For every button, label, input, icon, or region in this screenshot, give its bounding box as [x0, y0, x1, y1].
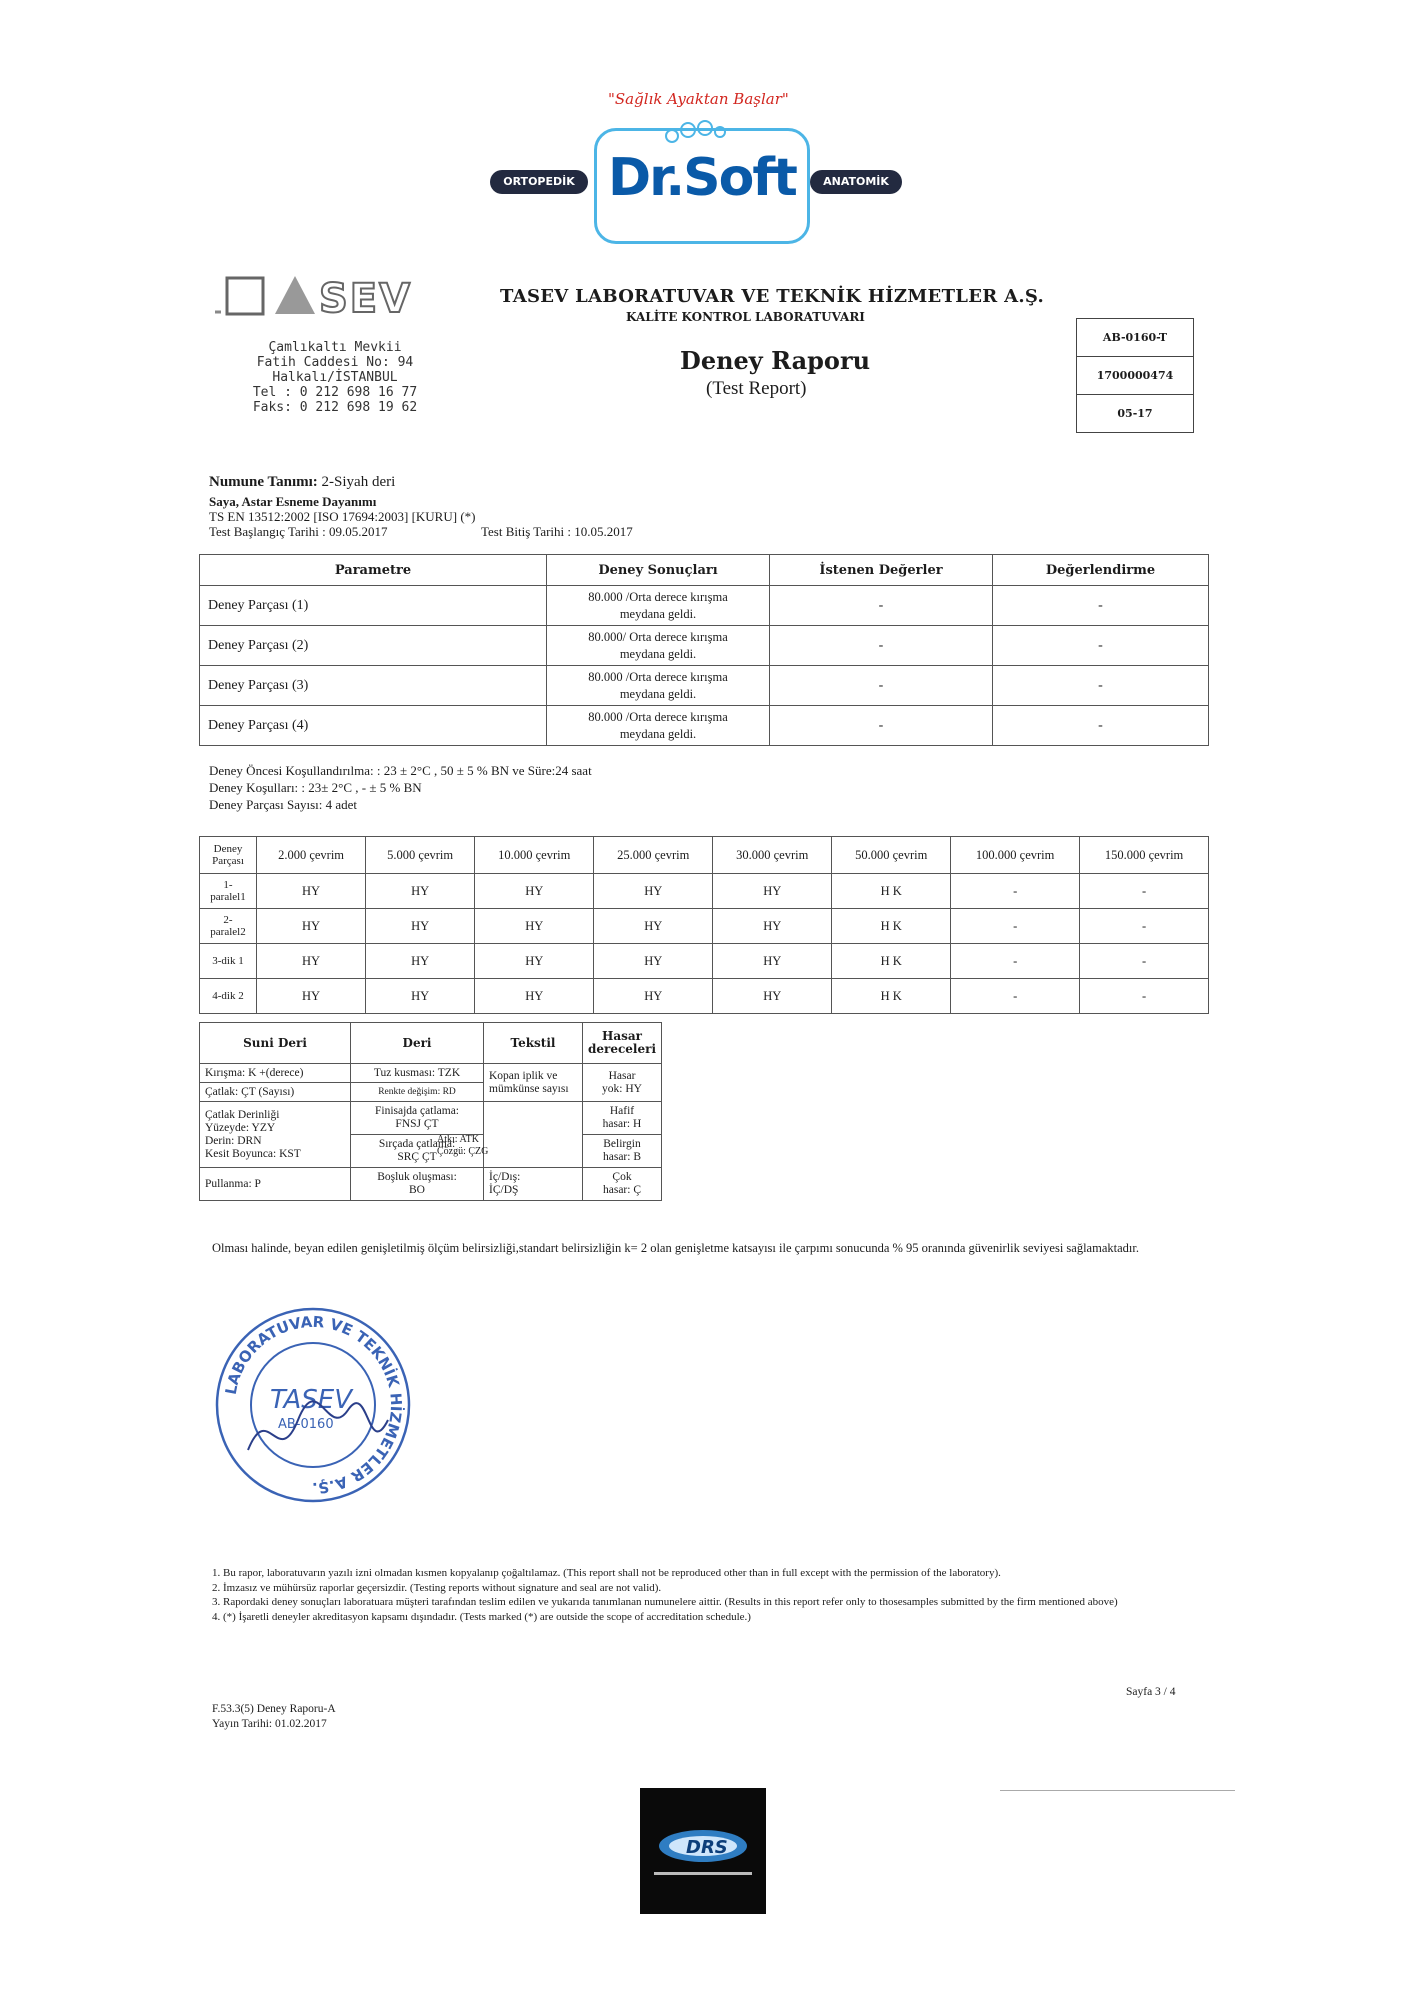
report-title-english: (Test Report) — [706, 378, 807, 399]
cycle-cell: HY — [594, 944, 713, 979]
legend-cell — [351, 1168, 484, 1201]
test-conditions — [209, 762, 592, 813]
cycle-cell: H K — [832, 979, 951, 1014]
param-cell: Deney Parçası (3) — [200, 666, 547, 706]
cycle-cell: HY — [713, 944, 832, 979]
cycle-cell: - — [951, 944, 1080, 979]
column-header: Hasar dereceleri — [583, 1023, 662, 1064]
drs-emblem-icon — [640, 1788, 766, 1914]
divider — [1000, 1790, 1235, 1791]
footnote: 3. Rapordaki deney sonuçları laboratuara müşteri tarafından teslim edilen ve yukarıda tanımlanan numunelere aittir. (Results in this report refer only to thosesamples submitted by the firm mentioned above) — [212, 1596, 1118, 1608]
param-cell: Deney Parçası (2) — [200, 626, 547, 666]
test-name: Saya, Astar Esneme Dayanımı — [209, 494, 377, 509]
legend-line: Kesit Boyunca: KST — [205, 1147, 301, 1160]
legend-line: Yüzeyde: YZY — [205, 1121, 276, 1134]
cycle-header: 25.000 çevrim — [594, 837, 713, 874]
lab-address — [245, 340, 425, 415]
evaluation-cell: - — [993, 666, 1209, 706]
svg-text:SEV: SEV — [319, 276, 413, 320]
legend-line: Finisajda çatlama: — [375, 1105, 459, 1117]
phone-line: Tel : 0 212 698 16 77 — [252, 385, 418, 400]
cycle-cell: H K — [832, 874, 951, 909]
address-line: Fatih Caddesi No: 94 — [256, 355, 414, 370]
legend-cell: Renkte değişim: RD — [351, 1083, 484, 1102]
cycle-cell: HY — [257, 979, 366, 1014]
table-row — [200, 1102, 662, 1135]
cycle-cell: HY — [475, 979, 594, 1014]
stamp-code: AB-0160 — [278, 1417, 334, 1432]
fax-line: Faks: 0 212 698 19 62 — [252, 400, 418, 415]
report-date-code: 05-17 — [1117, 407, 1153, 420]
anatomik-tag: ANATOMİK — [810, 170, 902, 194]
result-line: 80.000/ Orta derece kırışma — [588, 629, 728, 644]
cycle-cell: - — [1080, 944, 1209, 979]
cycle-cell: - — [1080, 909, 1209, 944]
cycle-cell: H K — [832, 909, 951, 944]
test-standard: TS EN 13512:2002 [ISO 17694:2003] [KURU] (*) — [209, 509, 476, 524]
cycle-cell: HY — [713, 909, 832, 944]
form-code: F.53.3(5) Deney Raporu-A — [212, 1703, 336, 1715]
legend-line: Çok — [612, 1171, 632, 1183]
toe-bubbles-icon — [660, 118, 740, 144]
sample-label: Numune Tanımı: — [209, 474, 318, 490]
stamp-center-text: TASEV — [270, 1385, 352, 1415]
legend-line: Sırçada çatlama: — [378, 1138, 456, 1150]
specimen-line: 1- — [223, 879, 233, 891]
cycle-header: 2.000 çevrim — [257, 837, 366, 874]
specimen-line: paralel2 — [210, 926, 246, 938]
table-row — [200, 586, 1209, 626]
result-line: 80.000 /Orta derece kırışma — [588, 669, 728, 684]
table-row — [200, 666, 1209, 706]
specimen-cell — [200, 909, 257, 944]
legend-cell — [200, 1102, 351, 1168]
cycle-cell: HY — [475, 909, 594, 944]
cycle-cell: HY — [366, 874, 475, 909]
table-row — [200, 626, 1209, 666]
result-cell — [547, 706, 770, 746]
legend-line: Çatlak Derinliği — [205, 1108, 280, 1121]
legend-cell — [484, 1102, 583, 1168]
footnotes — [212, 1566, 1202, 1624]
test-end-date: Test Bitiş Tarihi : 10.05.2017 — [481, 524, 633, 539]
cycle-cell: HY — [366, 909, 475, 944]
result-line: 80.000 /Orta derece kırışma — [588, 589, 728, 604]
ortopedik-tag: ORTOPEDİK — [490, 170, 588, 194]
cycles-table — [199, 836, 1209, 1014]
sample-value: 2-Siyah deri — [317, 474, 396, 490]
required-cell: - — [770, 586, 993, 626]
legend-line: Atkı: ATK — [437, 1134, 479, 1145]
result-cell — [547, 586, 770, 626]
sample-description — [209, 474, 395, 491]
cycle-header: 50.000 çevrim — [832, 837, 951, 874]
result-line: meydana geldi. — [619, 726, 697, 741]
cycle-cell: HY — [594, 979, 713, 1014]
legend-line: Hasar — [608, 1069, 636, 1082]
cycle-header: 100.000 çevrim — [951, 837, 1080, 874]
param-cell: Deney Parçası (4) — [200, 706, 547, 746]
legend-cell — [583, 1168, 662, 1201]
specimen-cell: 3-dik 1 — [200, 944, 257, 979]
legend-line: hasar: Ç — [602, 1184, 641, 1196]
cycle-cell: - — [951, 909, 1080, 944]
lab-seal-stamp — [208, 1300, 418, 1510]
column-header: Suni Deri — [200, 1023, 351, 1064]
specimen-count-line: Deney Parçası Sayısı: 4 adet — [209, 797, 358, 812]
header-line: Deney — [213, 843, 243, 855]
table-row — [200, 1064, 662, 1083]
param-cell: Deney Parçası (1) — [200, 586, 547, 626]
specimen-cell: 4-dik 2 — [200, 979, 257, 1014]
column-header: Deney Sonuçları — [547, 555, 770, 586]
cycle-cell: HY — [594, 909, 713, 944]
column-header: Tekstil — [484, 1023, 583, 1064]
footnote: 4. (*) İşaretli deneyler akreditasyon kapsamı dışındadır. (Tests marked (*) are outside the scope of accreditation schedule.) — [212, 1610, 751, 1623]
cycle-cell: - — [1080, 874, 1209, 909]
specimen-line: paralel1 — [210, 891, 246, 903]
result-line: meydana geldi. — [619, 606, 697, 621]
legend-line: Boşluk oluşması: — [377, 1171, 457, 1183]
legend-cell: Kırışma: K +(derece) — [200, 1064, 351, 1083]
column-header: Değerlendirme — [993, 555, 1209, 586]
cycle-cell: HY — [257, 874, 366, 909]
legend-cell: Çatlak: ÇT (Sayısı) — [200, 1083, 351, 1102]
column-header: İstenen Değerler — [770, 555, 993, 586]
evaluation-cell: - — [993, 626, 1209, 666]
legend-cell — [583, 1135, 662, 1168]
legend-line: İÇ/DŞ — [489, 1184, 519, 1196]
legend-cell — [351, 1102, 484, 1135]
results-table — [199, 554, 1209, 746]
cycle-cell: HY — [257, 944, 366, 979]
legend-line: yok: HY — [602, 1082, 642, 1095]
form-info — [212, 1702, 336, 1732]
required-cell: - — [770, 706, 993, 746]
specimen-line: 2- — [223, 914, 233, 926]
evaluation-cell: - — [993, 586, 1209, 626]
result-line: meydana geldi. — [619, 646, 697, 661]
uncertainty-note: Olması halinde, beyan edilen genişletilmiş ölçüm belirsizliği,standart belirsizliğin k= 2 olan genişletme katsayısı ile çarpımı sonucunda % 95 oranında güvenirlik seviyesi sağlamaktadır. — [212, 1241, 1139, 1255]
legend-cell: Tuz kusması: TZK — [351, 1064, 484, 1083]
cycle-cell: HY — [475, 874, 594, 909]
tasev-logo — [215, 272, 455, 320]
legend-line: BO — [409, 1184, 425, 1196]
brand-tagline: "Sağlık Ayaktan Başlar" — [608, 90, 789, 108]
cycle-header: 10.000 çevrim — [475, 837, 594, 874]
legend-line: FNSJ ÇT — [395, 1118, 439, 1130]
company-subtitle: KALİTE KONTROL LABORATUVARI — [626, 310, 865, 324]
header-line: Parçası — [212, 855, 244, 867]
company-name: TASEV LABORATUVAR VE TEKNİK HİZMETLER A.Ş. — [500, 286, 1045, 307]
accreditation-code: AB-0160-T — [1077, 319, 1193, 357]
legend-cell: Kopan iplik ve mümkünse sayısı — [484, 1064, 583, 1102]
required-cell: - — [770, 626, 993, 666]
table-row — [200, 979, 1209, 1014]
test-start-date: Test Başlangıç Tarihi : 09.05.2017 — [209, 524, 388, 539]
result-line: meydana geldi. — [619, 686, 697, 701]
cycle-cell: HY — [366, 944, 475, 979]
cycle-cell: HY — [713, 874, 832, 909]
address-line: Çamlıkaltı Mevkii — [268, 340, 402, 355]
legend-line: İç/Dış: — [489, 1171, 521, 1183]
cycle-cell: - — [951, 874, 1080, 909]
cycle-header: 150.000 çevrim — [1080, 837, 1209, 874]
report-title: Deney Raporu — [680, 346, 871, 375]
damage-legend-table — [199, 1022, 662, 1201]
cycle-cell: HY — [594, 874, 713, 909]
cycle-cell: HY — [713, 979, 832, 1014]
legend-cell — [583, 1064, 662, 1102]
cycle-cell: HY — [257, 909, 366, 944]
specimen-cell — [200, 874, 257, 909]
brand-name: Dr.Soft — [608, 148, 796, 208]
legend-line: Derin: DRN — [205, 1134, 262, 1147]
legend-line: Çözgü: ÇZG — [437, 1146, 489, 1157]
evaluation-cell: - — [993, 706, 1209, 746]
required-cell: - — [770, 666, 993, 706]
cycle-header: 30.000 çevrim — [713, 837, 832, 874]
publish-date: Yayın Tarihi: 01.02.2017 — [212, 1718, 327, 1730]
preconditioning-line: Deney Öncesi Koşullandırılma: : 23 ± 2°C , 50 ± 5 % BN ve Süre:24 saat — [209, 763, 592, 778]
report-number: 1700000474 — [1077, 357, 1193, 395]
drs-logo — [640, 1788, 766, 1914]
column-header: Parametre — [200, 555, 547, 586]
column-header: Deri — [351, 1023, 484, 1064]
address-line: Halkalı/İSTANBUL — [272, 370, 398, 385]
specimen-header — [200, 837, 257, 874]
footnote: 1. Bu rapor, laboratuvarın yazılı izni olmadan kısmen kopyalanıp çoğaltılamaz. (This report shall not be reproduced other than in full except with the permission of the laboratory). — [212, 1567, 1001, 1579]
result-cell — [547, 626, 770, 666]
table-row — [200, 874, 1209, 909]
stamp-ring-text: LABORATUVAR VE TEKNİK HİZMETLER A.Ş. — [221, 1312, 406, 1498]
table-row — [200, 706, 1209, 746]
legend-line: hasar: B — [602, 1151, 641, 1163]
footnote: 2. İmzasız ve mühürsüz raporlar geçersizdir. (Testing reports without signature and seal are not valid). — [212, 1581, 662, 1594]
drsoft-logo — [490, 90, 930, 270]
table-row — [200, 909, 1209, 944]
legend-cell: Pullanma: P — [200, 1168, 351, 1201]
drs-text: DRS — [686, 1837, 728, 1858]
cycle-cell: - — [951, 979, 1080, 1014]
legend-line: Hafif — [609, 1105, 635, 1117]
conditions-line: Deney Koşulları: : 23± 2°C , - ± 5 % BN — [209, 780, 422, 795]
cycle-cell: - — [1080, 979, 1209, 1014]
table-row — [200, 944, 1209, 979]
report-code-box — [1076, 318, 1194, 433]
legend-cell — [583, 1102, 662, 1135]
legend-cell — [484, 1168, 583, 1201]
table-row — [200, 1168, 662, 1201]
cycle-cell: HY — [475, 944, 594, 979]
weft-warp-labels — [437, 1134, 488, 1158]
cycle-cell: HY — [366, 979, 475, 1014]
legend-line: SRÇ ÇT — [397, 1151, 437, 1163]
cycle-cell: H K — [832, 944, 951, 979]
cycle-header: 5.000 çevrim — [366, 837, 475, 874]
page-number: Sayfa 3 / 4 — [1126, 1686, 1176, 1698]
result-cell — [547, 666, 770, 706]
result-line: 80.000 /Orta derece kırışma — [588, 709, 728, 724]
legend-line: Belirgin — [603, 1138, 641, 1150]
legend-line: hasar: H — [602, 1118, 642, 1130]
